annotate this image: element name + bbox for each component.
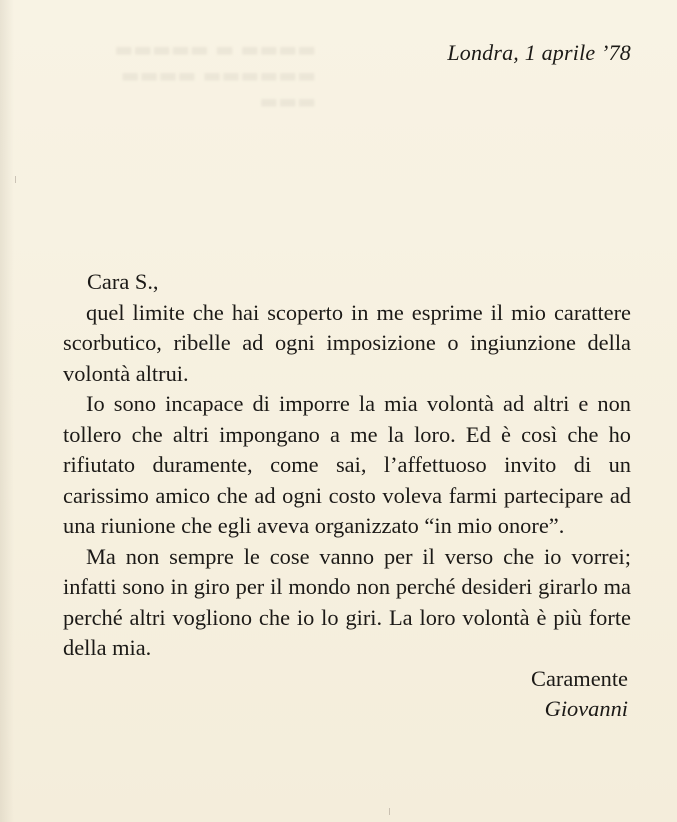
closing: Caramente xyxy=(531,665,628,691)
paper-speck xyxy=(389,808,390,815)
letter-body xyxy=(63,267,631,725)
binding-shadow xyxy=(0,0,14,822)
salutation: Cara S., xyxy=(87,269,159,294)
paragraph-2: Io sono incapace di imporre la mia volontà ad altri e non tollero che altri impongano a me la loro. Ed è così che ho rifiutato duramente, come sai, l’affettuoso invito di un carissimo amico che ad ogni costo voleva farmi partecipare ad una riunione che egli aveva organizzato “in mio onore”. xyxy=(63,391,631,538)
paragraph-1: quel limite che hai scoperto in me esprime il mio carattere scorbutico, ribelle ad ogni imposizione o ingiunzione della volontà altrui. xyxy=(63,299,631,386)
paragraph-3: Ma non sempre le cose vanno per il verso che io vorrei; infatti sono in giro per il mondo non perché desideri girarlo ma perché altri vogliono che io lo giri. La loro volontà è più forte della mia. xyxy=(63,543,631,660)
signature: Giovanni xyxy=(544,696,628,721)
paper-speck xyxy=(15,176,16,183)
show-through-texture: ▬▬▬▬ ▬ ▬▬▬▬▬ ▬▬▬▬▬▬ ▬▬▬▬ ▬▬▬ xyxy=(114,37,316,113)
dateline: Londra, 1 aprile ’78 xyxy=(447,40,631,65)
